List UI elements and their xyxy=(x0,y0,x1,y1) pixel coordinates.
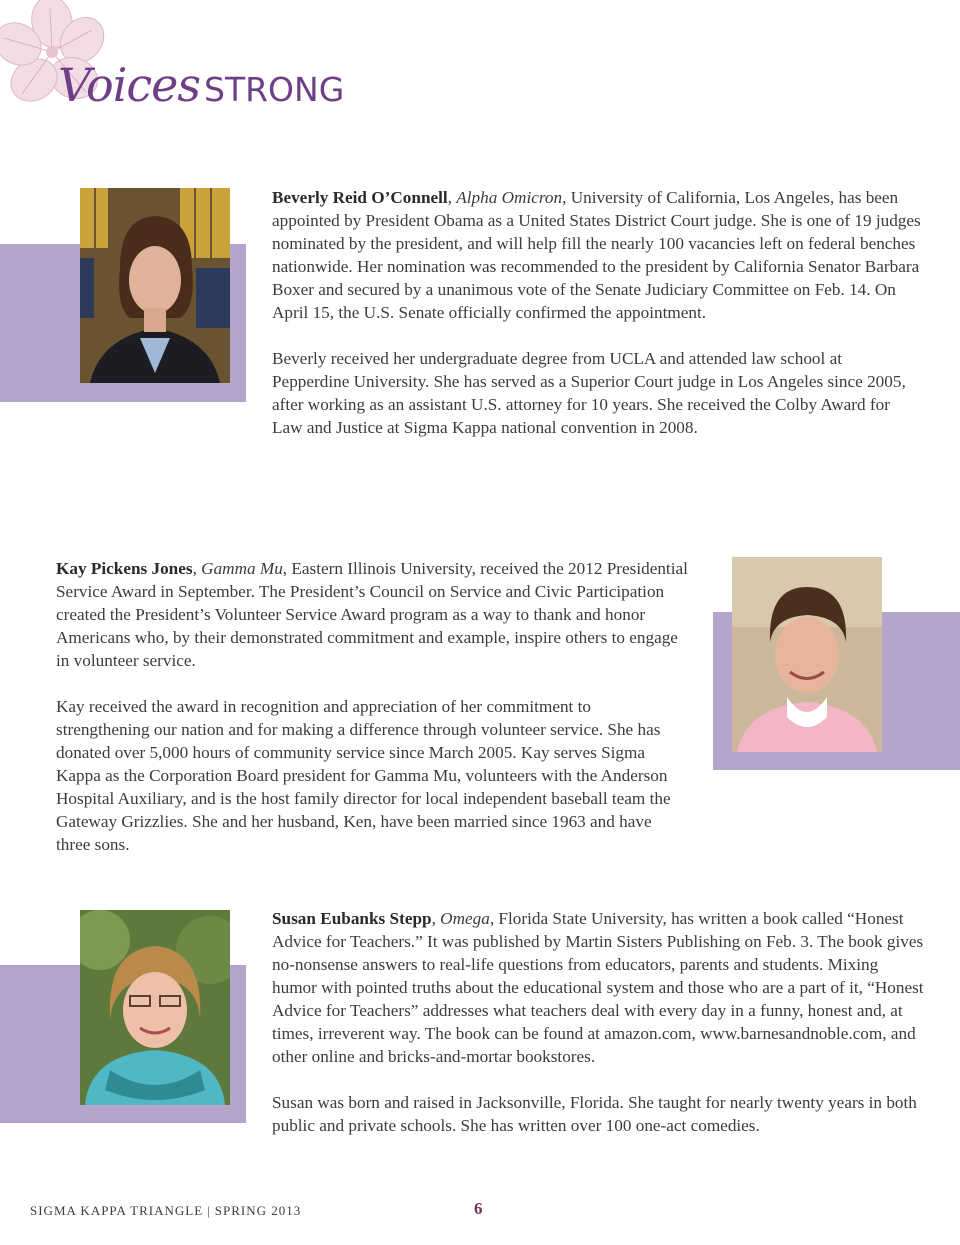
profile-1-name: Beverly Reid O’Connell xyxy=(272,188,448,207)
profile-3-paragraph-2: Susan was born and raised in Jacksonville, Florida. She taught for nearly twenty years in both public and private schools. She has written over 100 one-act comedies. xyxy=(272,1093,917,1135)
section-title xyxy=(58,58,344,112)
profile-1-comma: , xyxy=(447,188,457,207)
footer-issue: SPRING 2013 xyxy=(214,1203,302,1218)
profile-1-paragraph-1 xyxy=(272,186,922,324)
title-bold: STRONG xyxy=(204,70,345,109)
footer-publication-name: SIGMA KAPPA TRIANGLE xyxy=(30,1203,204,1218)
profile-2-text xyxy=(56,557,688,856)
profile-3-intro: , Florida State University, has written a book called “Honest Advice for Teachers.” It was published by Martin Sisters Publishing on Feb. 3. The book gives no-nonsense answers to real-life questions from educators, parents and students. Mixing humor with pointed truths about the educational system and those who are a part of it, “Honest Advice for Teachers” addresses what teachers deal with every day in a funny, honest and, at times, irreverent way. The book can be found at amazon.com, www.barnesandnoble.com, and other online and bricks-and-mortar bookstores. xyxy=(272,909,924,1066)
profile-1-photo xyxy=(80,188,230,383)
profile-3-name: Susan Eubanks Stepp xyxy=(272,909,432,928)
title-script: Voices xyxy=(58,58,200,112)
profile-2-comma: , xyxy=(192,559,202,578)
footer-publication xyxy=(30,1203,301,1219)
profile-3-text xyxy=(272,907,924,1137)
profile-1-chapter: Alpha Omicron xyxy=(456,188,563,207)
profile-3-photo xyxy=(80,910,230,1105)
profile-1-text xyxy=(272,186,922,439)
footer-separator: | xyxy=(207,1203,211,1218)
profile-3-comma: , xyxy=(431,909,441,928)
profile-3-paragraph-1 xyxy=(272,907,924,1068)
profile-2-paragraph-2: Kay received the award in recognition and appreciation of her commitment to strengthening our nation and for making a difference through volunteer service. She has donated over 5,000 hours of community service since March 2005. Kay serves Sigma Kappa as the Corporation Board president for Gamma Mu, volunteers with the Anderson Hospital Auxiliary, and is the host family director for local independent baseball team the Gateway Grizzlies. She and her husband, Ken, have been married since 1963 and have three sons. xyxy=(56,697,671,854)
profile-1-intro: , University of California, Los Angeles, has been appointed by President Obama as a United States District Court judge. She is one of 19 judges nominated by the president, and will help fill the nearly 100 vacancies left on federal benches nationwide. Her nomination was recommended to the president by California Senator Barbara Boxer and secured by a unanimous vote of the Senate Judiciary Committee on Feb. 14. On April 15, the U.S. Senate officially confirmed the appointment. xyxy=(272,188,921,322)
profile-2-chapter: Gamma Mu xyxy=(201,559,283,578)
profile-2-intro: , Eastern Illinois University, received the 2012 Presidential Service Award in September. The President’s Council on Service and Civic Participation created the President’s Volunteer Service Award program as a way to thank and honor Americans who, by their demonstrated commitment and example, inspire others to engage in volunteer service. xyxy=(56,559,688,670)
profile-1-paragraph-2: Beverly received her undergraduate degree from UCLA and attended law school at Pepperdine University. She has served as a Superior Court judge in Los Angeles since 2005, after working as an assistant U.S. attorney for 10 years. She received the Colby Award for Law and Justice at Sigma Kappa national convention in 2008. xyxy=(272,349,906,437)
profile-2-paragraph-1 xyxy=(56,557,688,672)
profile-2-photo xyxy=(732,557,882,752)
page-number: 6 xyxy=(474,1199,483,1218)
profile-3-chapter: Omega xyxy=(440,909,490,928)
profile-2-name: Kay Pickens Jones xyxy=(56,559,193,578)
